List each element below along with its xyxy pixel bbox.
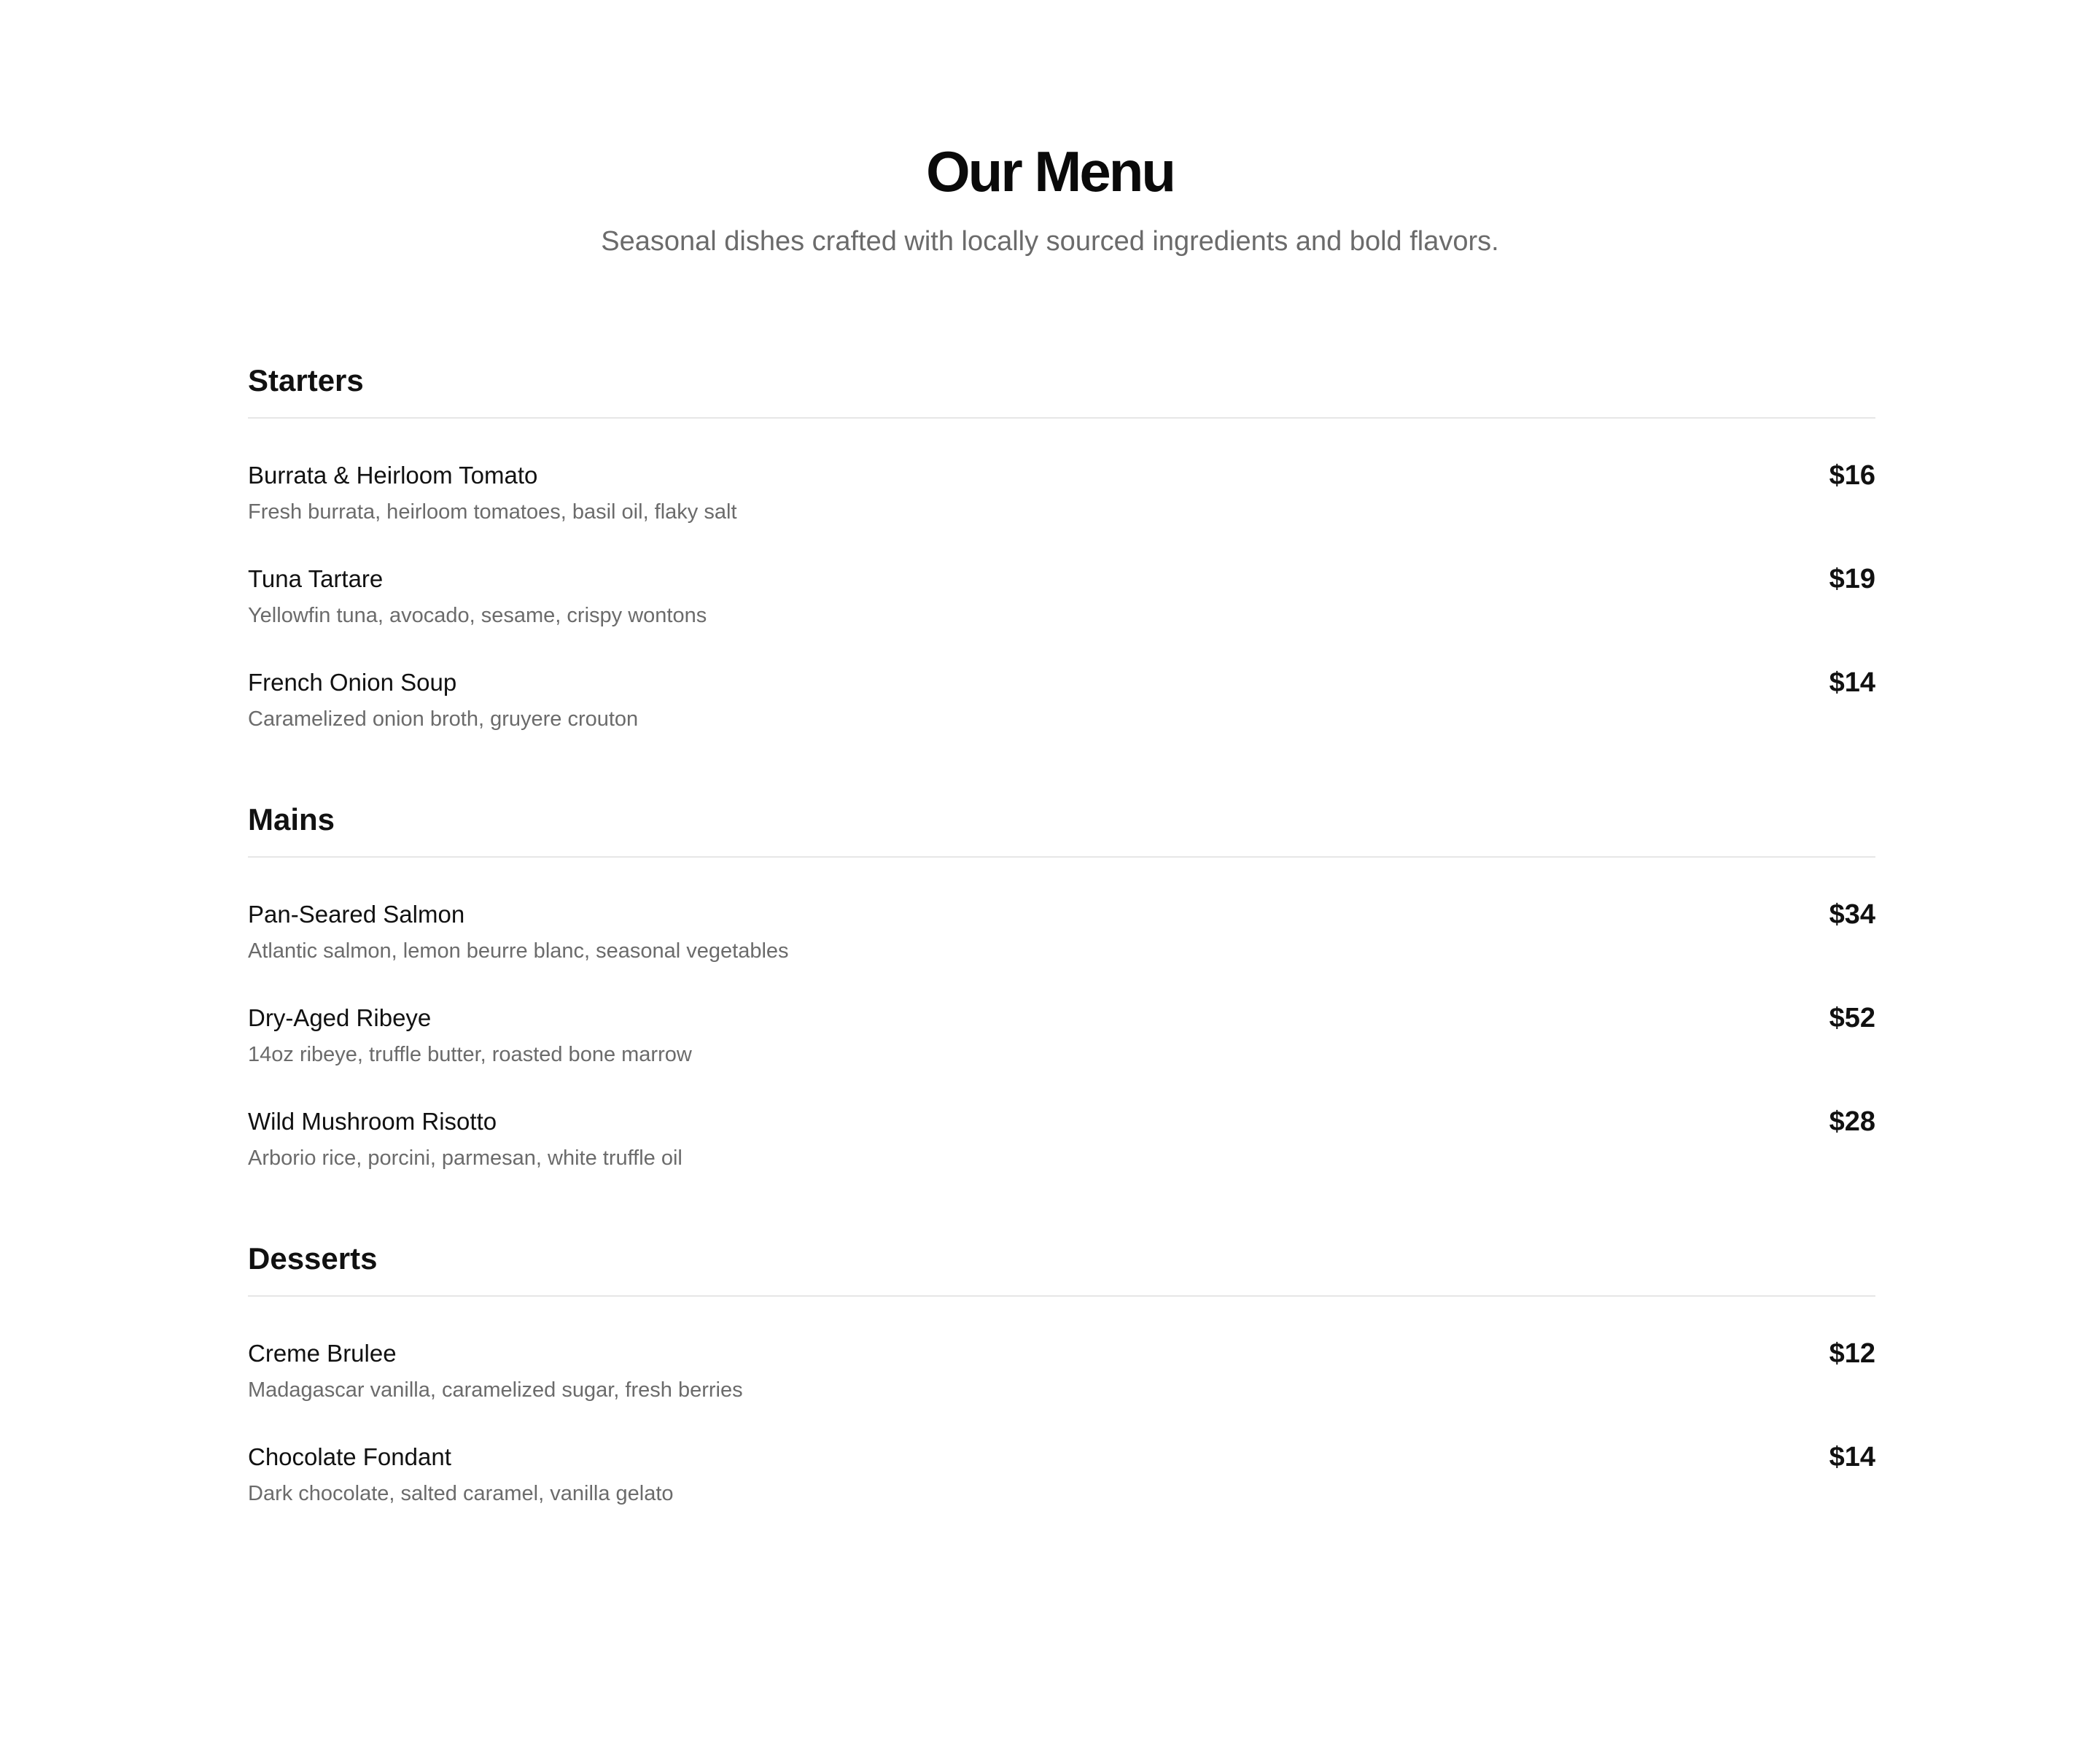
menu-item-description: Yellowfin tuna, avocado, sesame, crispy wontons — [248, 604, 707, 627]
menu-item-description: Caramelized onion broth, gruyere crouton — [248, 707, 639, 731]
menu-item-info — [248, 1002, 692, 1069]
menu-item-info — [248, 563, 707, 630]
menu-item — [248, 667, 1875, 734]
menu-item-name: Wild Mushroom Risotto — [248, 1108, 497, 1135]
menu-items — [248, 419, 1875, 734]
page-subtitle: Seasonal dishes crafted with locally sourced ingredients and bold flavors. — [601, 226, 1499, 257]
menu-item-name: French Onion Soup — [248, 669, 457, 696]
menu-item-description: Dark chocolate, salted caramel, vanilla gelato — [248, 1482, 674, 1505]
menu-item-price: $16 — [1829, 460, 1875, 491]
section-starters — [248, 360, 1875, 734]
menu-item-price: $34 — [1829, 899, 1875, 930]
section-mains — [248, 799, 1875, 1173]
menu-header — [0, 139, 2100, 260]
menu-item-price: $14 — [1829, 667, 1875, 698]
section-title: Mains — [248, 799, 1875, 858]
menu-item-name: Burrata & Heirloom Tomato — [248, 462, 538, 489]
menu-item — [248, 1106, 1875, 1173]
section-desserts — [248, 1238, 1875, 1508]
section-title: Starters — [248, 360, 1875, 419]
menu-item-description: Atlantic salmon, lemon beurre blanc, seasonal vegetables — [248, 939, 789, 963]
menu-item — [248, 899, 1875, 966]
menu-items — [248, 858, 1875, 1173]
menu-item-price: $28 — [1829, 1106, 1875, 1137]
menu-item-description: Madagascar vanilla, caramelized sugar, fresh berries — [248, 1378, 743, 1402]
menu-item-info — [248, 459, 737, 527]
menu-item-name: Creme Brulee — [248, 1340, 397, 1367]
menu-item-info — [248, 1106, 682, 1173]
menu-item-price: $14 — [1829, 1442, 1875, 1472]
menu-item-info — [248, 1338, 743, 1405]
menu-item-info — [248, 899, 789, 966]
menu-item-price: $19 — [1829, 564, 1875, 594]
menu-item-name: Tuna Tartare — [248, 565, 384, 592]
menu-item — [248, 1441, 1875, 1508]
menu-item-price: $12 — [1829, 1338, 1875, 1369]
menu-item-description: Arborio rice, porcini, parmesan, white truffle oil — [248, 1146, 682, 1170]
menu-item — [248, 563, 1875, 630]
menu-list — [248, 360, 1875, 1574]
menu-item-price: $52 — [1829, 1003, 1875, 1033]
menu-item-description: 14oz ribeye, truffle butter, roasted bone marrow — [248, 1043, 692, 1066]
menu-item — [248, 1002, 1875, 1069]
menu-item — [248, 1338, 1875, 1405]
menu-item — [248, 459, 1875, 527]
menu-item-name: Chocolate Fondant — [248, 1443, 451, 1470]
menu-item-name: Dry-Aged Ribeye — [248, 1004, 432, 1031]
section-title: Desserts — [248, 1238, 1875, 1297]
page-title: Our Menu — [926, 139, 1174, 203]
menu-item-name: Pan-Seared Salmon — [248, 901, 465, 928]
menu-item-info — [248, 1441, 674, 1508]
menu-item-description: Fresh burrata, heirloom tomatoes, basil oil, flaky salt — [248, 500, 737, 524]
menu-item-info — [248, 667, 638, 734]
menu-items — [248, 1297, 1875, 1508]
